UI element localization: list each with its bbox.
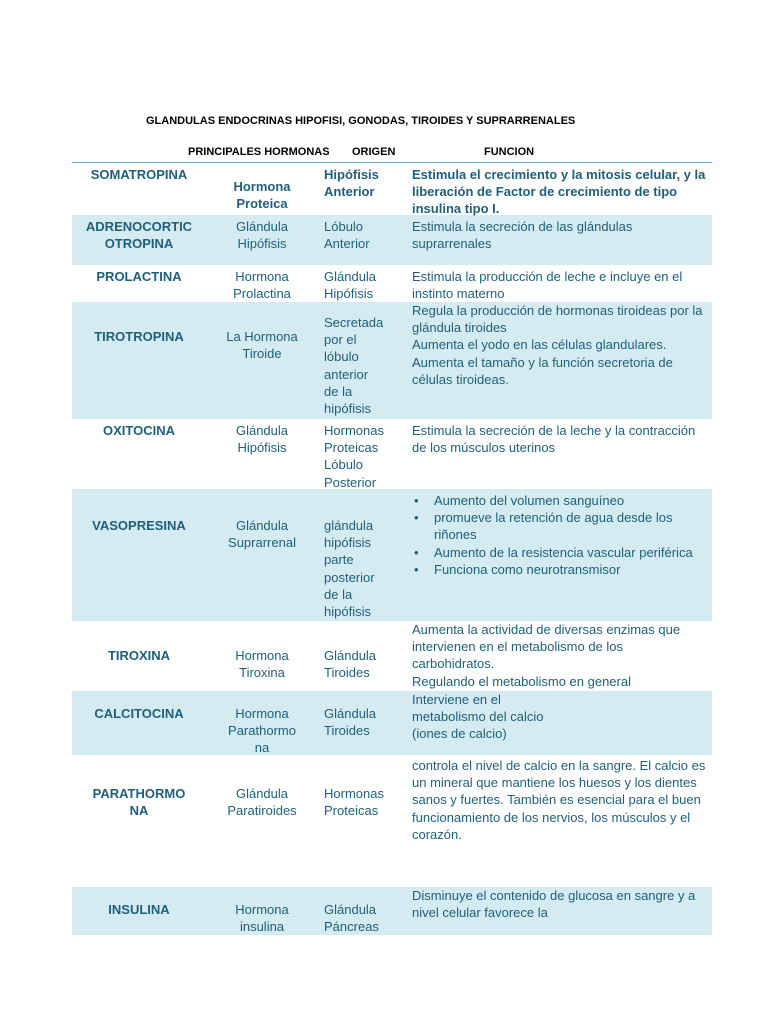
hormone-function: Estimula la producción de leche e incluye en el instinto materno [412, 269, 683, 302]
hormone-name: INSULINA [108, 902, 170, 917]
table-row [72, 755, 712, 887]
hormone-name: PROLACTINA [96, 269, 182, 284]
header-hormonas: PRINCIPALES HORMONAS [188, 146, 330, 158]
hormone-origin: Hipófisis Anterior [324, 167, 379, 200]
hormone-origin: Lóbulo Anterior [324, 219, 370, 252]
hormone-function: Aumenta la actividad de diversas enzimas que intervienen en el metabolismo de los carbohidratos. Regulando el metabolismo en general [412, 622, 681, 689]
hormone-function: Regula la producción de hormonas tiroideas por la glándula tiroides Aumenta el yodo en las células glandulares. Aumenta el tamaño y la función secretoria de células tiroideas. [412, 303, 703, 387]
table-row [72, 302, 712, 419]
hormone-origin: Glándula Tiroides [324, 706, 377, 739]
hormone-origin: Hormonas Proteicas Lóbulo Posterior [324, 423, 384, 490]
header-funcion: FUNCION [484, 146, 535, 158]
function-bullet: • Aumento del volumen sanguíneo [412, 492, 708, 509]
hormone-type: Hormona Parathormo na [228, 706, 296, 756]
hormone-function-list [410, 489, 712, 621]
hormone-name: PARATHORMO NA [92, 786, 186, 819]
header-origen: ORIGEN [352, 146, 396, 158]
function-bullet: • Aumento de la resistencia vascular periférica [412, 544, 708, 561]
table-row [72, 489, 712, 621]
hormone-type: Glándula Hipófisis [235, 423, 289, 456]
hormone-name: CALCITOCINA [94, 706, 184, 721]
hormone-name: ADRENOCORTIC OTROPINA [85, 219, 193, 252]
hormone-name: SOMATROPINA [90, 167, 188, 182]
hormone-name: TIROTROPINA [94, 329, 184, 344]
table-row [72, 419, 712, 489]
hormone-table [72, 162, 712, 935]
hormone-function: Estimula el crecimiento y la mitosis celular, y la liberación de Factor de crecimiento de tipo insulina tipo I. [412, 167, 706, 217]
hormone-function: Estimula la secreción de las glándulas suprarrenales [412, 219, 633, 252]
hormone-type: Hormona Proteica [233, 179, 291, 212]
table-row [72, 265, 712, 302]
hormone-function: controla el nivel de calcio en la sangre. El calcio es un mineral que mantiene los huesos y los dientes sanos y fuertes. También es esencial para el buen funcionamiento de los nervios, los músculos y el corazón. [412, 758, 706, 842]
hormone-type: Glándula Hipófisis [235, 219, 289, 252]
hormone-origin: Hormonas Proteicas [324, 786, 384, 819]
hormone-function: Estimula la secreción de la leche y la contracción de los músculos uterinos [412, 423, 696, 456]
hormone-origin: glándula hipófisis parte posterior de la hipófisis [324, 518, 375, 620]
table-row [72, 887, 712, 935]
hormone-type: Glándula Suprarrenal [228, 518, 296, 551]
table-row [72, 691, 712, 755]
hormone-type: La Hormona Tiroide [226, 329, 298, 362]
table-row [72, 215, 712, 265]
hormone-origin: Glándula Páncreas [324, 902, 379, 935]
hormone-type: Glándula Paratiroides [227, 786, 297, 819]
document-title: GLANDULAS ENDOCRINAS HIPOFISI, GONODAS, TIROIDES Y SUPRARRENALES [146, 115, 576, 127]
hormone-origin: Glándula Hipófisis [324, 269, 377, 302]
hormone-name: VASOPRESINA [92, 518, 186, 533]
hormone-type: Hormona Tiroxina [235, 648, 289, 681]
hormone-function: Interviene en el metabolismo del calcio (iones de calcio) [412, 692, 544, 742]
hormone-name: TIROXINA [107, 648, 171, 663]
function-bullet: • Funciona como neurotransmisor [412, 561, 708, 578]
hormone-origin: Secretada por el lóbulo anterior de la hipófisis [324, 315, 384, 417]
hormone-name: OXITOCINA [103, 423, 175, 438]
hormone-type: Hormona insulina [235, 902, 289, 935]
table-row [72, 621, 712, 691]
hormone-origin: Glándula Tiroides [324, 648, 377, 681]
table-row [72, 163, 712, 215]
hormone-function: Disminuye el contenido de glucosa en sangre y a nivel celular favorece la [412, 888, 696, 921]
hormone-type: Hormona Prolactina [233, 269, 291, 302]
function-bullet: • promueve la retención de agua desde los riñones [412, 509, 708, 543]
